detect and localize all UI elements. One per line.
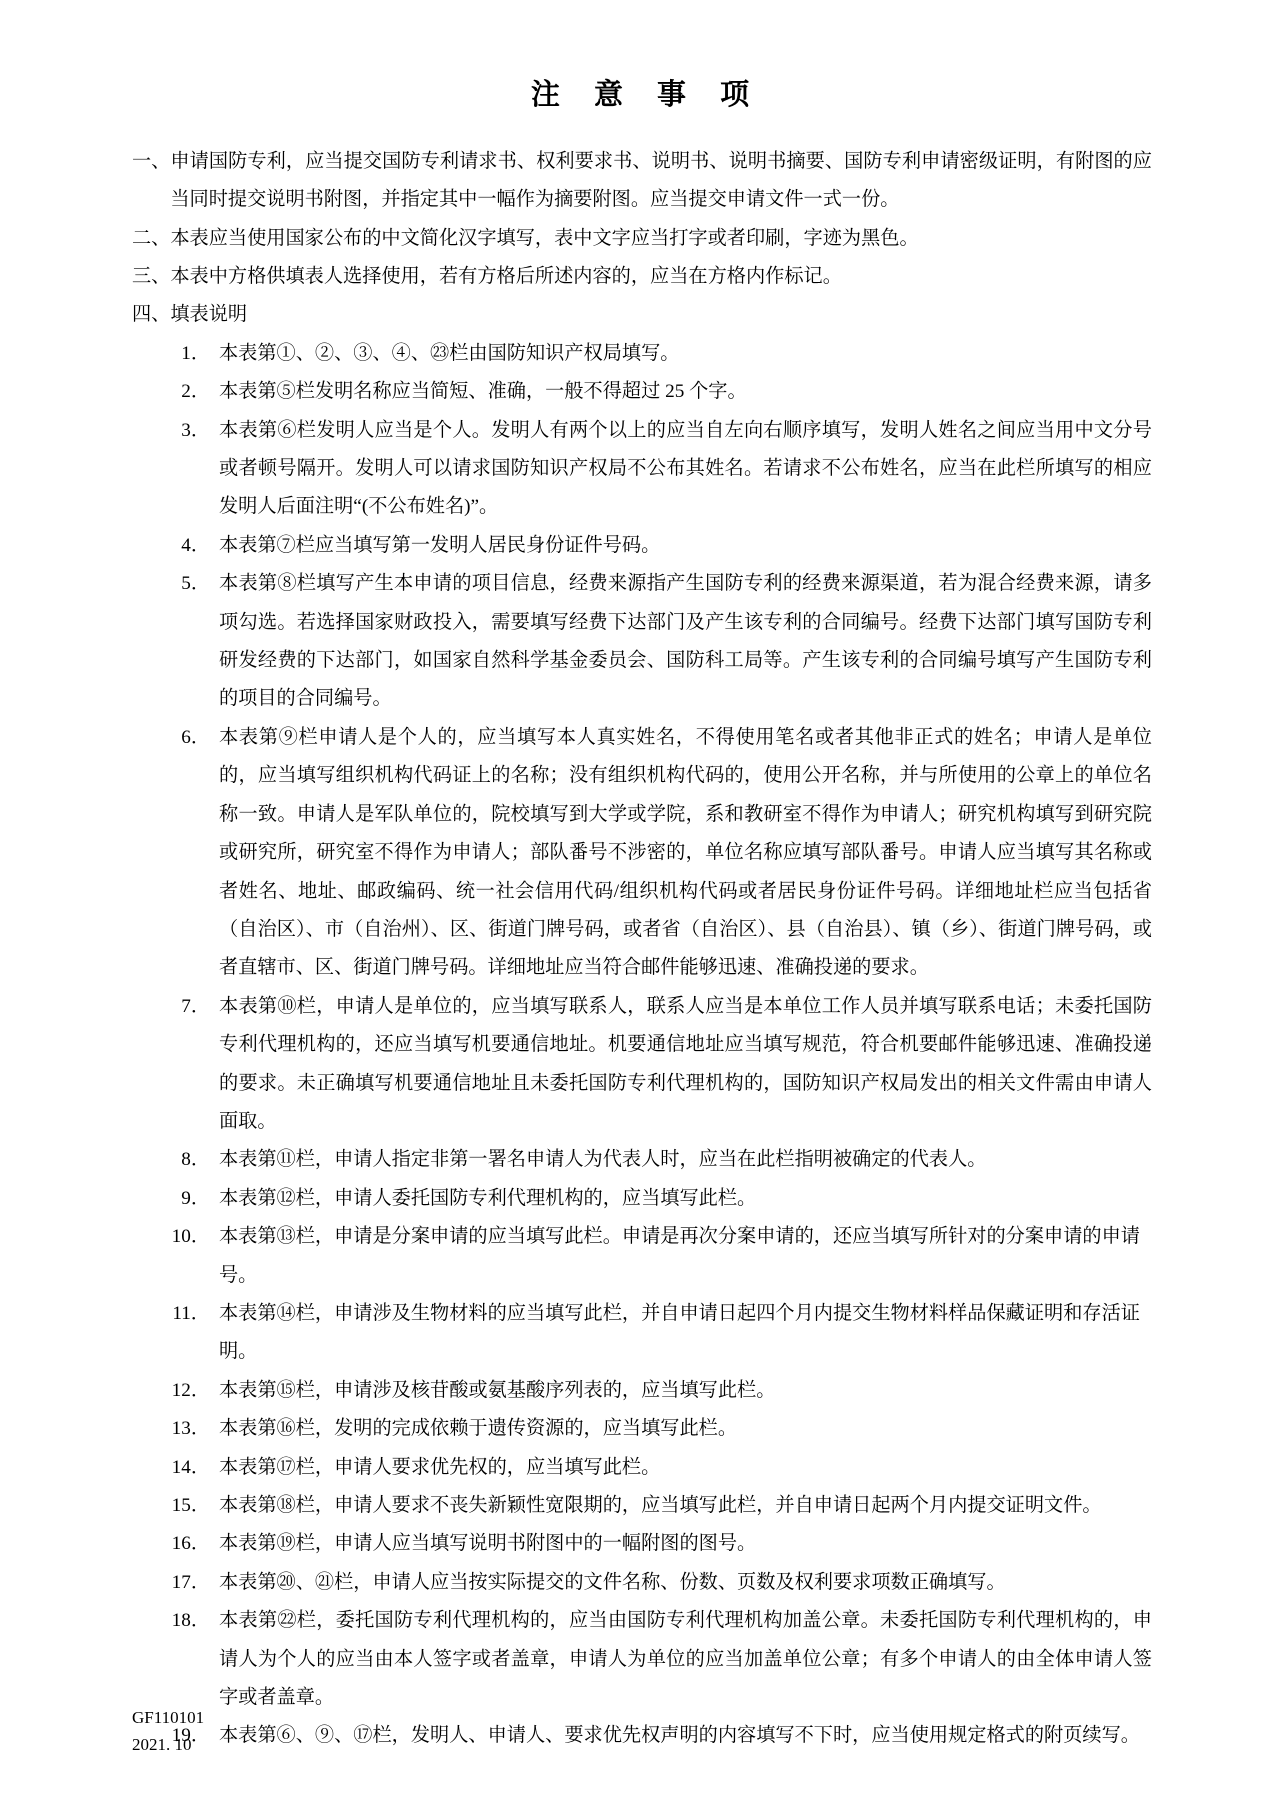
instruction-text: 本表第⑥栏发明人应当是个人。发明人有两个以上的应当自左向右顺序填写，发明人姓名之间应当用中文分号或者顿号隔开。发明人可以请求国防知识产权局不公布其姓名。若请求不公布姓名，应当在此栏所填写的相应发明人后面注明“(不公布姓名)”。 bbox=[219, 419, 1152, 518]
instruction-marker: 15． bbox=[171, 1495, 210, 1517]
instruction-item bbox=[168, 412, 1152, 527]
instruction-text: 本表第㉒栏，委托国防专利代理机构的，应当由国防专利代理机构加盖公章。未委托国防专利代理机构的，申请人为个人的应当由本人签字或者盖章，申请人为单位的应当加盖单位公章；有多个申请人的由全体申请人签字或者盖章。 bbox=[219, 1610, 1152, 1709]
instruction-item bbox=[168, 1525, 1152, 1563]
instruction-item bbox=[168, 1410, 1152, 1448]
section-marker: 二、 bbox=[132, 227, 171, 249]
instruction-text: 本表第⑭栏，申请涉及生物材料的应当填写此栏，并自申请日起四个月内提交生物材料样品保藏证明和存活证明。 bbox=[219, 1302, 1140, 1363]
section-item-4 bbox=[132, 296, 1152, 334]
instruction-marker: 12． bbox=[171, 1379, 210, 1401]
form-version-date: 2021. 10 bbox=[132, 1734, 192, 1754]
instruction-text: 本表第⑬栏，申请是分案申请的应当填写此栏。申请是再次分案申请的，还应当填写所针对的分案申请的申请号。 bbox=[219, 1226, 1140, 1286]
section-text: 申请国防专利，应当提交国防专利请求书、权利要求书、说明书、说明书摘要、国防专利申请密级证明，有附图的应当同时提交说明书附图，并指定其中一幅作为摘要附图。应当提交申请文件一式一份。 bbox=[170, 150, 1152, 211]
instruction-item bbox=[168, 527, 1152, 565]
instruction-item bbox=[168, 1180, 1152, 1218]
instruction-item bbox=[168, 1602, 1152, 1717]
instruction-marker: 11． bbox=[172, 1302, 210, 1324]
page-title: 注 意 事 项 bbox=[530, 79, 763, 111]
instruction-text: 本表第⑧栏填写产生本申请的项目信息，经费来源指产生国防专利的经费来源渠道，若为混合经费来源，请多项勾选。若选择国家财政投入，需要填写经费下达部门及产生该专利的合同编号。经费下达部门填写国防专利研发经费的下达部门，如国家自然科学基金委员会、国防科工局等。产生该专利的合同编号填写产生国防专利的项目的合同编号。 bbox=[219, 573, 1152, 710]
section-marker: 一、 bbox=[132, 150, 171, 172]
instruction-text: 本表第⑨栏申请人是个人的，应当填写本人真实姓名，不得使用笔名或者其他非正式的姓名；申请人是单位的，应当填写组织机构代码证上的名称；没有组织机构代码的，使用公开名称，并与所使用的公章上的单位名称一致。申请人是军队单位的，院校填写到大学或学院，系和教研室不得作为申请人；研究机构填写到研究院或研究所，研究室不得作为申请人；部队番号不涉密的，单位名称应填写部队番号。申请人应当填写其名称或者姓名、地址、邮政编码、统一社会信用代码/组织机构代码或者居民身份证件号码。详细地址栏应当包括省（自治区）、市（自治州）、区、街道门牌号码，或者省（自治区）、县（自治县）、镇（乡）、街道门牌号码，或者直辖市、区、街道门牌号码。详细地址应当符合邮件能够迅速、准确投递的要求。 bbox=[219, 726, 1152, 979]
instruction-text: 本表第⑩栏，申请人是单位的，应当填写联系人，联系人应当是本单位工作人员并填写联系电话；未委托国防专利代理机构的，还应当填写机要通信地址。机要通信地址应当填写规范，符合机要邮件能够迅速、准确投递的要求。未正确填写机要通信地址且未委托国防专利代理机构的，国防知识产权局发出的相关文件需由申请人面取。 bbox=[219, 995, 1152, 1132]
instruction-text: 本表第⑦栏应当填写第一发明人居民身份证件号码。 bbox=[219, 534, 661, 556]
instruction-marker: 3． bbox=[181, 419, 210, 441]
instruction-text: 本表第⑲栏，申请人应当填写说明书附图中的一幅附图的图号。 bbox=[219, 1533, 757, 1555]
instruction-item bbox=[168, 1717, 1152, 1755]
instruction-text: 本表第⑫栏，申请人委托国防专利代理机构的，应当填写此栏。 bbox=[219, 1187, 757, 1209]
instruction-marker: 1． bbox=[181, 342, 210, 364]
instruction-text: 本表第⑰栏，申请人要求优先权的，应当填写此栏。 bbox=[219, 1456, 661, 1478]
instruction-item bbox=[168, 1218, 1152, 1295]
instruction-item bbox=[168, 335, 1152, 373]
instruction-marker: 16． bbox=[171, 1533, 210, 1555]
instruction-text: 本表第⑳、㉑栏，申请人应当按实际提交的文件名称、份数、页数及权利要求项数正确填写。 bbox=[219, 1571, 1006, 1593]
instruction-item bbox=[168, 1449, 1152, 1487]
instruction-text: 本表第⑯栏，发明的完成依赖于遗传资源的，应当填写此栏。 bbox=[219, 1418, 738, 1440]
instruction-marker: 10． bbox=[171, 1226, 210, 1248]
instruction-marker: 5． bbox=[181, 573, 210, 595]
instruction-item bbox=[168, 1564, 1152, 1602]
form-code: GF110101 bbox=[132, 1708, 205, 1728]
instruction-marker: 7． bbox=[181, 995, 210, 1017]
instruction-text: 本表第⑥、⑨、⑰栏，发明人、申请人、要求优先权声明的内容填写不下时，应当使用规定格式的附页续写。 bbox=[219, 1725, 1140, 1747]
instruction-item bbox=[168, 988, 1152, 1142]
instruction-marker: 4． bbox=[181, 534, 210, 556]
section-text: 本表应当使用国家公布的中文简化汉字填写，表中文字应当打字或者印刷，字迹为黑色。 bbox=[170, 227, 919, 249]
instruction-item bbox=[168, 1295, 1152, 1372]
instruction-text: 本表第⑤栏发明名称应当简短、准确，一般不得超过 25 个字。 bbox=[219, 381, 747, 403]
instruction-marker: 2． bbox=[181, 381, 210, 403]
instruction-marker: 18． bbox=[171, 1610, 210, 1632]
section-item-3 bbox=[132, 258, 1152, 296]
page-footer bbox=[132, 1705, 204, 1758]
instruction-text: 本表第⑮栏，申请涉及核苷酸或氨基酸序列表的，应当填写此栏。 bbox=[219, 1379, 776, 1401]
instruction-item bbox=[168, 1372, 1152, 1410]
instruction-marker: 14． bbox=[171, 1456, 210, 1478]
section-marker: 四、 bbox=[132, 304, 171, 326]
instruction-item bbox=[168, 1487, 1152, 1525]
instruction-marker: 6． bbox=[181, 726, 210, 748]
instruction-item bbox=[168, 565, 1152, 719]
section-item-1 bbox=[132, 143, 1152, 220]
instruction-item bbox=[168, 373, 1152, 411]
section-marker: 三、 bbox=[132, 266, 171, 288]
instruction-text: 本表第①、②、③、④、㉓栏由国防知识产权局填写。 bbox=[219, 342, 680, 364]
section-item-2 bbox=[132, 220, 1152, 258]
instruction-marker: 17． bbox=[171, 1571, 210, 1593]
document-body bbox=[0, 143, 1280, 1756]
section-text: 本表中方格供填表人选择使用，若有方格后所述内容的，应当在方格内作标记。 bbox=[170, 266, 842, 288]
instruction-marker: 8． bbox=[181, 1149, 210, 1171]
instruction-text: 本表第⑪栏，申请人指定非第一署名申请人为代表人时，应当在此栏指明被确定的代表人。 bbox=[219, 1149, 987, 1171]
instruction-text: 本表第⑱栏，申请人要求不丧失新颖性宽限期的，应当填写此栏，并自申请日起两个月内提交证明文件。 bbox=[219, 1495, 1102, 1517]
instruction-marker: 19． bbox=[171, 1725, 210, 1747]
section-text: 填表说明 bbox=[170, 304, 248, 326]
instruction-marker: 9． bbox=[181, 1187, 210, 1209]
instruction-item bbox=[168, 1141, 1152, 1179]
instruction-marker: 13． bbox=[171, 1418, 210, 1440]
instruction-item bbox=[168, 719, 1152, 988]
